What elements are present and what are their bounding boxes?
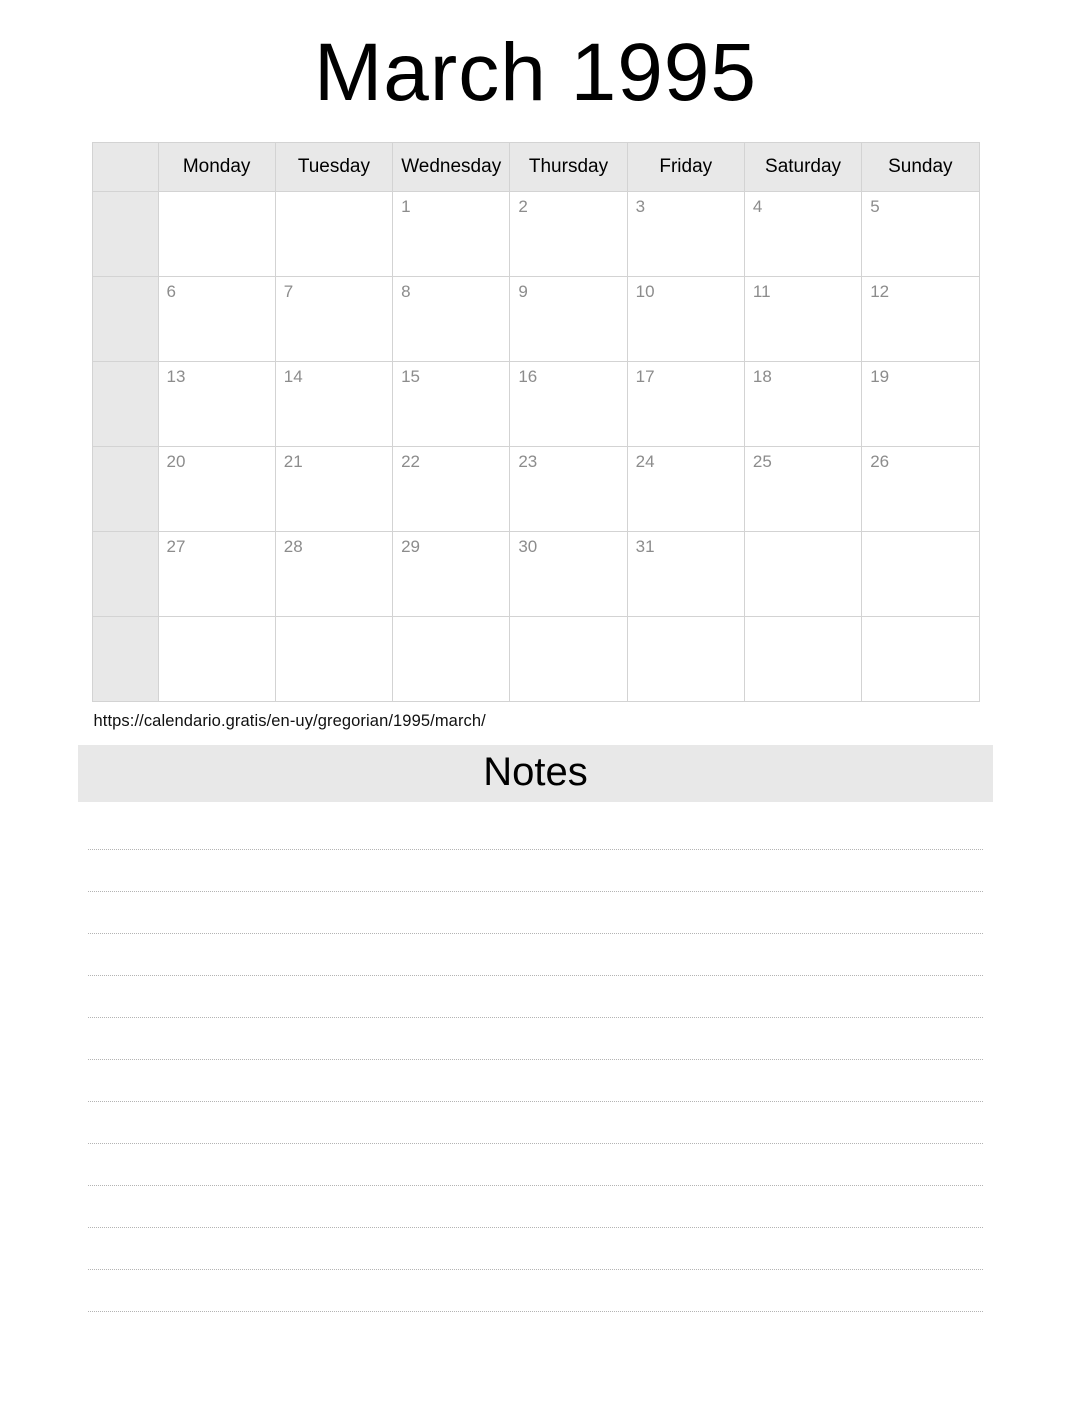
day-number [628, 617, 744, 623]
day-number: 8 [401, 282, 411, 302]
calendar-week-row [92, 617, 979, 702]
day-cell[interactable] [158, 447, 275, 532]
calendar-week-row [92, 447, 979, 532]
day-number: 21 [283, 452, 303, 472]
day-cell[interactable] [275, 617, 392, 702]
day-number: 12 [870, 282, 890, 302]
week-number-cell [92, 277, 158, 362]
day-number: 19 [870, 367, 890, 387]
note-line[interactable] [88, 808, 983, 850]
day-header-monday: Monday [158, 143, 275, 192]
calendar-week-row [92, 192, 979, 277]
day-cell[interactable] [510, 532, 627, 617]
calendar-header-row [92, 143, 979, 192]
week-number-corner [92, 143, 158, 192]
day-number: 26 [870, 452, 890, 472]
page-title: March 1995 [313, 27, 758, 118]
note-line[interactable] [88, 850, 983, 892]
day-number: 2 [518, 197, 528, 217]
day-number: 25 [752, 452, 772, 472]
day-number [159, 192, 275, 198]
note-line[interactable] [88, 1270, 983, 1312]
day-number [862, 617, 978, 623]
day-number: 7 [283, 282, 294, 302]
day-number: 11 [752, 282, 771, 302]
day-number: 13 [166, 367, 186, 387]
day-number: 31 [635, 537, 655, 557]
day-cell[interactable] [862, 192, 979, 277]
day-number: 9 [518, 282, 528, 302]
day-number [393, 617, 509, 623]
day-number: 27 [166, 537, 186, 557]
day-number: 14 [283, 367, 303, 387]
day-cell[interactable] [393, 277, 510, 362]
day-number: 1 [401, 197, 411, 217]
source-url[interactable]: https://calendario.gratis/en-uy/gregorian/1995/march/ [93, 712, 486, 731]
day-number: 30 [518, 537, 538, 557]
day-cell[interactable] [510, 362, 627, 447]
day-number [510, 617, 626, 623]
calendar-container [92, 142, 980, 731]
day-cell[interactable] [744, 532, 861, 617]
day-header-saturday: Saturday [744, 143, 861, 192]
day-number: 15 [401, 367, 420, 387]
notes-lines[interactable] [78, 808, 993, 1312]
day-cell[interactable] [627, 617, 744, 702]
day-number: 3 [635, 197, 646, 217]
day-cell[interactable] [393, 362, 510, 447]
week-number-cell [92, 192, 158, 277]
calendar-week-row [92, 277, 979, 362]
week-number-cell [92, 532, 158, 617]
note-line[interactable] [88, 934, 983, 976]
day-cell[interactable] [275, 277, 392, 362]
day-cell[interactable] [627, 192, 744, 277]
day-number: 4 [752, 197, 763, 217]
day-number: 18 [752, 367, 772, 387]
note-line[interactable] [88, 1144, 983, 1186]
day-cell[interactable] [862, 532, 979, 617]
day-cell[interactable] [744, 192, 861, 277]
day-cell[interactable] [510, 617, 627, 702]
calendar-page [0, 26, 1071, 1412]
day-number [159, 617, 275, 623]
notes-section [78, 745, 993, 1312]
day-cell[interactable] [275, 362, 392, 447]
day-cell[interactable] [862, 277, 979, 362]
day-cell[interactable] [158, 532, 275, 617]
note-line[interactable] [88, 892, 983, 934]
day-cell[interactable] [627, 277, 744, 362]
day-cell[interactable] [510, 277, 627, 362]
calendar-week-row [92, 532, 979, 617]
day-cell[interactable] [510, 447, 627, 532]
day-cell[interactable] [158, 362, 275, 447]
day-cell[interactable] [393, 192, 510, 277]
day-cell[interactable] [510, 192, 627, 277]
day-cell[interactable] [393, 532, 510, 617]
day-number: 24 [635, 452, 655, 472]
day-number: 10 [635, 282, 655, 302]
note-line[interactable] [88, 1228, 983, 1270]
day-number [862, 532, 978, 538]
day-cell[interactable] [627, 362, 744, 447]
note-line[interactable] [88, 1186, 983, 1228]
note-line[interactable] [88, 1102, 983, 1144]
week-number-cell [92, 362, 158, 447]
day-cell[interactable] [158, 277, 275, 362]
day-cell[interactable] [158, 192, 275, 277]
notes-heading: Notes [78, 745, 993, 802]
day-cell[interactable] [158, 617, 275, 702]
day-header-thursday: Thursday [510, 143, 627, 192]
day-header-sunday: Sunday [862, 143, 979, 192]
day-number: 28 [283, 537, 303, 557]
day-number: 17 [635, 367, 655, 387]
day-cell[interactable] [744, 617, 861, 702]
note-line[interactable] [88, 1018, 983, 1060]
day-cell[interactable] [744, 362, 861, 447]
day-number: 29 [401, 537, 420, 557]
day-number: 22 [401, 452, 420, 472]
day-number: 6 [166, 282, 176, 302]
day-header-friday: Friday [627, 143, 744, 192]
day-number [745, 617, 861, 623]
day-number [745, 532, 861, 538]
day-cell[interactable] [862, 617, 979, 702]
day-number [276, 617, 392, 623]
day-number: 23 [518, 452, 538, 472]
day-number: 5 [870, 197, 880, 217]
day-cell[interactable] [744, 447, 861, 532]
note-line[interactable] [88, 1060, 983, 1102]
week-number-cell [92, 617, 158, 702]
day-cell[interactable] [275, 447, 392, 532]
day-cell[interactable] [862, 447, 979, 532]
note-line[interactable] [88, 976, 983, 1018]
day-cell[interactable] [275, 192, 392, 277]
day-cell[interactable] [744, 277, 861, 362]
calendar-week-row [92, 362, 979, 447]
day-header-wednesday: Wednesday [393, 143, 510, 192]
day-number: 16 [518, 367, 538, 387]
day-cell[interactable] [627, 532, 744, 617]
day-cell[interactable] [393, 447, 510, 532]
day-header-tuesday: Tuesday [275, 143, 392, 192]
week-number-cell [92, 447, 158, 532]
day-cell[interactable] [862, 362, 979, 447]
calendar-table [92, 142, 980, 702]
day-cell[interactable] [627, 447, 744, 532]
day-cell[interactable] [275, 532, 392, 617]
day-cell[interactable] [393, 617, 510, 702]
day-number: 20 [166, 452, 186, 472]
day-number [276, 192, 392, 198]
